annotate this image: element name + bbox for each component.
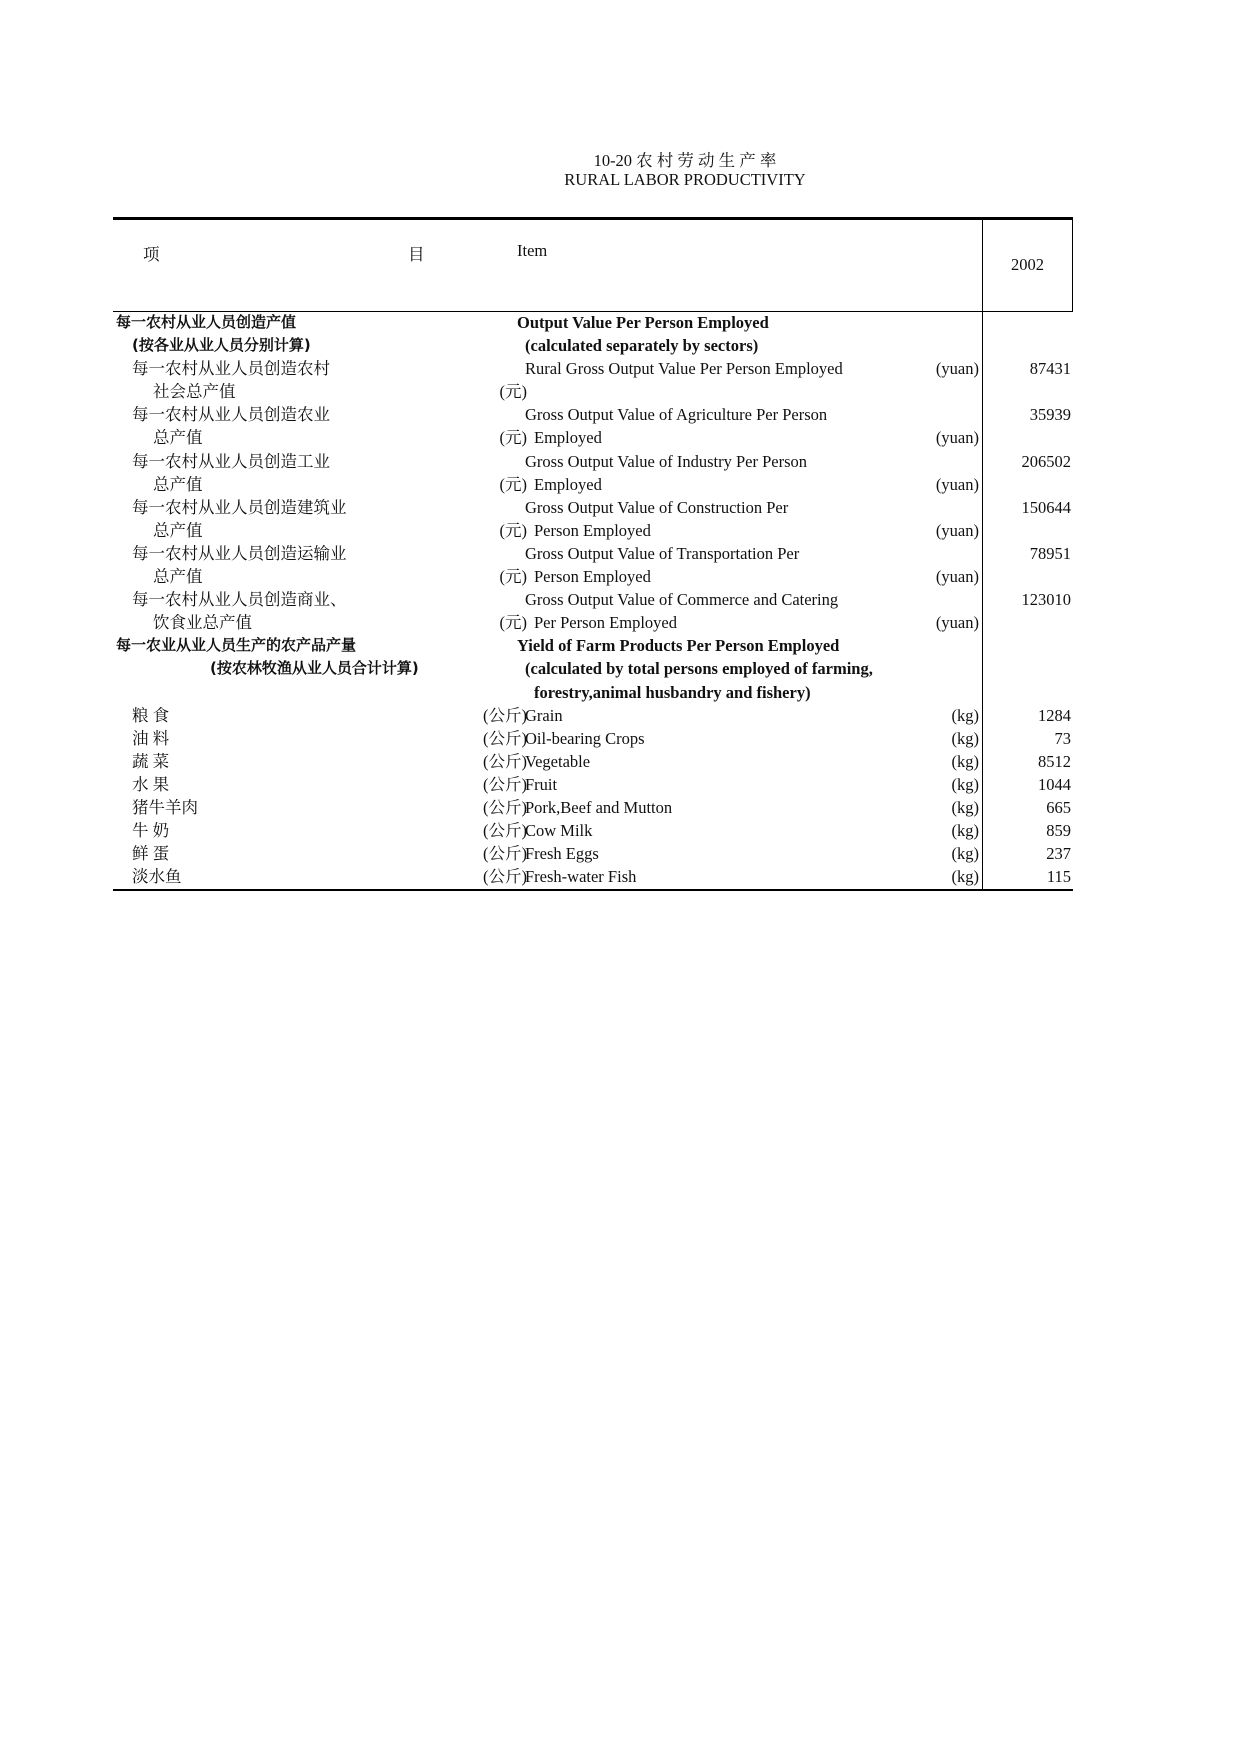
table-row (113, 819, 1073, 842)
row-value-2002: 123010 (1021, 590, 1071, 610)
row-unit-cn: (元) (499, 428, 527, 448)
table-row (113, 496, 1073, 519)
header-cn-item-2: 目 (408, 245, 425, 264)
row-unit-cn: (元) (499, 382, 527, 402)
row-value-2002: 859 (1046, 821, 1071, 841)
row-label-en: Pork,Beef and Mutton (525, 797, 673, 817)
row-label-cn: (按各业从业人员分别计算) (132, 336, 311, 355)
row-label-en: Fresh Eggs (525, 844, 599, 864)
row-label-en: (calculated separately by sectors) (525, 336, 759, 356)
row-value-2002: 1284 (1038, 705, 1071, 725)
row-label-cn: 每一农村从业人员创造运输业 (132, 543, 347, 563)
row-label-cn: 社会总产值 (153, 382, 236, 402)
row-unit-en: (kg) (951, 774, 979, 794)
top-rule (113, 217, 1073, 220)
table-row (113, 865, 1073, 888)
row-label-cn: 每一农村从业人员创造农村 (132, 359, 330, 379)
table-row (113, 334, 1073, 357)
row-label-en: Gross Output Value of Construction Per (525, 497, 789, 517)
row-value-2002: 78951 (1029, 543, 1071, 563)
table-row (113, 842, 1073, 865)
row-label-cn: 每一农村从业人员创造农业 (132, 405, 330, 425)
row-label-en: Rural Gross Output Value Per Person Employed (525, 359, 843, 379)
table-title-cn: 10-20 农 村 劳 动 生 产 率 (593, 151, 777, 170)
row-unit-cn: (公斤) (483, 774, 527, 794)
row-label-en: forestry,animal husbandry and fishery) (534, 682, 811, 702)
row-label-en: Grain (525, 705, 563, 725)
table-title-en: RURAL LABOR PRODUCTIVITY (564, 170, 806, 189)
row-label-en: Gross Output Value of Agriculture Per Person (525, 405, 828, 425)
header-en-item: Item (517, 241, 548, 260)
row-label-cn: 每一农业从业人员生产的农产品产量 (116, 636, 357, 655)
row-unit-cn: (元) (499, 520, 527, 540)
row-unit-cn: (公斤) (483, 844, 527, 864)
row-label-en: Output Value Per Person Employed (517, 313, 769, 332)
row-label-en: Person Employed (534, 567, 651, 587)
row-value-2002: 206502 (1021, 451, 1071, 471)
row-unit-cn: (元) (499, 613, 527, 633)
row-unit-en: (yuan) (935, 474, 979, 494)
row-unit-en: (kg) (951, 797, 979, 817)
table-row (113, 542, 1073, 565)
row-unit-en: (kg) (951, 844, 979, 864)
row-unit-en: (kg) (951, 705, 979, 725)
table-row (113, 611, 1073, 634)
row-label-cn: 每一农村从业人员创造建筑业 (132, 497, 347, 517)
row-value-2002: 150644 (1021, 497, 1071, 517)
row-value-2002: 237 (1046, 844, 1071, 864)
row-label-en: Employed (534, 428, 602, 448)
row-unit-en: (yuan) (935, 428, 979, 448)
row-label-en: Yield of Farm Products Per Person Employed (517, 636, 840, 656)
table-row (113, 657, 1073, 680)
row-label-en: Per Person Employed (534, 613, 677, 633)
row-label-en: Gross Output Value of Industry Per Person (525, 451, 808, 471)
table-row (113, 519, 1073, 542)
row-value-2002: 115 (1046, 867, 1071, 887)
row-unit-cn: (公斤) (483, 705, 527, 725)
row-unit-en: (yuan) (935, 613, 979, 633)
row-label-en: (calculated by total persons employed of farming, (525, 659, 873, 679)
header-year: 2002 (1011, 255, 1044, 274)
row-label-en: Gross Output Value of Commerce and Catering (525, 590, 839, 610)
row-label-en: Vegetable (525, 751, 591, 771)
header-cn-item-1: 项 (143, 245, 160, 264)
row-label-en: Cow Milk (525, 821, 593, 841)
row-label-cn: 总产值 (153, 567, 203, 587)
row-unit-cn: (公斤) (483, 797, 527, 817)
row-value-2002: 35939 (1029, 405, 1071, 425)
table-row (113, 426, 1073, 449)
row-label-cn: 鲜 蛋 (132, 844, 170, 864)
table-row (113, 796, 1073, 819)
table-row (113, 450, 1073, 473)
table-body (113, 311, 1073, 888)
row-label-cn: 蔬 菜 (132, 751, 170, 771)
table-row (113, 773, 1073, 796)
row-unit-cn: (公斤) (483, 821, 527, 841)
table-row (113, 473, 1073, 496)
table-row (113, 727, 1073, 750)
row-unit-en: (kg) (951, 821, 979, 841)
table-row (113, 357, 1073, 380)
row-label-cn: 粮 食 (132, 705, 170, 725)
row-unit-cn: (元) (499, 474, 527, 494)
row-label-cn: 油 料 (132, 728, 170, 748)
row-unit-cn: (公斤) (483, 751, 527, 771)
row-value-2002: 87431 (1029, 359, 1071, 379)
table-row (113, 380, 1073, 403)
row-unit-en: (kg) (951, 728, 979, 748)
row-value-2002: 1044 (1038, 774, 1071, 794)
row-unit-en: (yuan) (935, 520, 979, 540)
row-label-en: Person Employed (534, 520, 651, 540)
row-label-cn: 牛 奶 (132, 821, 170, 841)
table-row (113, 311, 1073, 334)
bottom-rule (113, 889, 1073, 891)
row-label-en: Fruit (525, 774, 558, 794)
row-value-2002: 73 (1054, 728, 1071, 748)
row-label-cn: 水 果 (132, 774, 170, 794)
row-label-cn: 总产值 (153, 520, 203, 540)
table-row (113, 403, 1073, 426)
table-row (113, 750, 1073, 773)
row-label-cn: (按农林牧渔从业人员合计计算) (210, 659, 419, 678)
table-row (113, 704, 1073, 727)
row-label-cn: 淡水鱼 (132, 867, 182, 887)
row-label-cn: 每一农村从业人员创造商业、 (132, 590, 347, 610)
row-label-cn: 猪牛羊肉 (132, 797, 198, 817)
table-row (113, 565, 1073, 588)
row-unit-en: (yuan) (935, 359, 979, 379)
row-label-en: Oil-bearing Crops (525, 728, 645, 748)
row-unit-en: (kg) (951, 751, 979, 771)
row-unit-cn: (元) (499, 567, 527, 587)
row-label-cn: 每一农村从业人员创造产值 (116, 313, 297, 331)
row-label-en: Gross Output Value of Transportation Per (525, 543, 800, 563)
row-value-2002: 665 (1046, 797, 1071, 817)
table-row (113, 681, 1073, 704)
row-label-cn: 总产值 (153, 428, 203, 448)
row-unit-en: (yuan) (935, 567, 979, 587)
row-unit-cn: (公斤) (483, 728, 527, 748)
table-row (113, 634, 1073, 657)
row-label-cn: 饮食业总产值 (153, 613, 252, 633)
row-label-cn: 每一农村从业人员创造工业 (132, 451, 330, 471)
table-row (113, 588, 1073, 611)
row-label-cn: 总产值 (153, 474, 203, 494)
row-unit-en: (kg) (951, 867, 979, 887)
row-label-en: Fresh-water Fish (525, 867, 637, 887)
row-label-en: Employed (534, 474, 602, 494)
row-unit-cn: (公斤) (483, 867, 527, 887)
row-value-2002: 8512 (1038, 751, 1071, 771)
